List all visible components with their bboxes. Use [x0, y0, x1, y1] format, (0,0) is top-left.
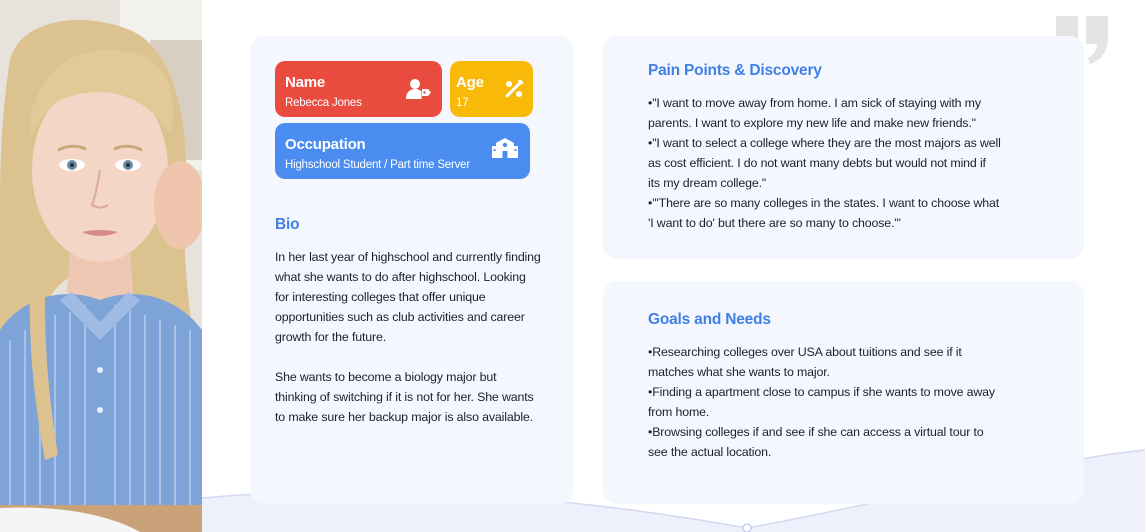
- name-label: Name: [285, 74, 326, 91]
- pain-points-heading: Pain Points & Discovery: [648, 62, 822, 79]
- age-value: 17: [456, 97, 469, 109]
- goal-line: see the actual location.: [648, 445, 772, 459]
- bio-line: growth for the future.: [275, 330, 387, 344]
- bio-line: She wants to become a biology major but: [275, 370, 497, 384]
- bio-line: to make sure her backup major is also available.: [275, 410, 533, 424]
- goal-line: •Browsing colleges if and see if she can access a virtual tour to: [648, 425, 984, 439]
- goals-text: [648, 342, 995, 462]
- pain-point-line: its my dream college.": [648, 176, 767, 190]
- bio-line: what she wants to do after highschool. Looking: [275, 270, 526, 284]
- goals-heading: Goals and Needs: [648, 311, 771, 328]
- pain-point-line: parents. I want to explore my new life and make new friends.": [648, 116, 976, 130]
- occupation-value: Highschool Student / Part time Server: [285, 159, 470, 171]
- pain-points-text: [648, 93, 1001, 233]
- pain-point-line: 'I want to do' but there are so many to choose.'": [648, 216, 901, 230]
- goal-line: matches what she wants to major.: [648, 365, 830, 379]
- bio-heading: Bio: [275, 216, 300, 233]
- portrait-photo: [0, 0, 202, 532]
- bio-line: for interesting colleges that offer unique: [275, 290, 486, 304]
- goal-line: •Researching colleges over USA about tuitions and see if it: [648, 345, 962, 359]
- name-value: Rebecca Jones: [285, 97, 362, 109]
- wave-dot-center: [743, 524, 751, 532]
- bio-text: [275, 247, 541, 427]
- bio-line: In her last year of highschool and currently finding: [275, 250, 541, 264]
- age-tile: [450, 61, 533, 117]
- pain-point-line: •"I want to select a college where they are the most majors as well: [648, 136, 1001, 150]
- pain-point-line: •"I want to move away from home. I am sick of staying with my: [648, 96, 981, 110]
- name-tile: [275, 61, 442, 117]
- age-label: Age: [456, 74, 484, 91]
- pain-point-line: •"'There are so many colleges in the states. I want to choose what: [648, 196, 1000, 210]
- school-building-icon: [492, 137, 518, 159]
- bio-line: thinking of switching if it is not for her. She wants: [275, 390, 534, 404]
- occupation-label: Occupation: [285, 136, 366, 153]
- occupation-tile: [275, 123, 530, 179]
- user-tag-icon: [406, 78, 432, 100]
- bio-line: opportunities such as club activities and career: [275, 310, 525, 324]
- pain-point-line: as cost efficient. I do not want many debts but would not mind if: [648, 156, 986, 170]
- goal-line: from home.: [648, 405, 710, 419]
- goal-line: •Finding a apartment close to campus if she wants to move away: [648, 385, 995, 399]
- percent-tool-icon: [504, 79, 524, 99]
- portrait-illustration: [0, 0, 202, 532]
